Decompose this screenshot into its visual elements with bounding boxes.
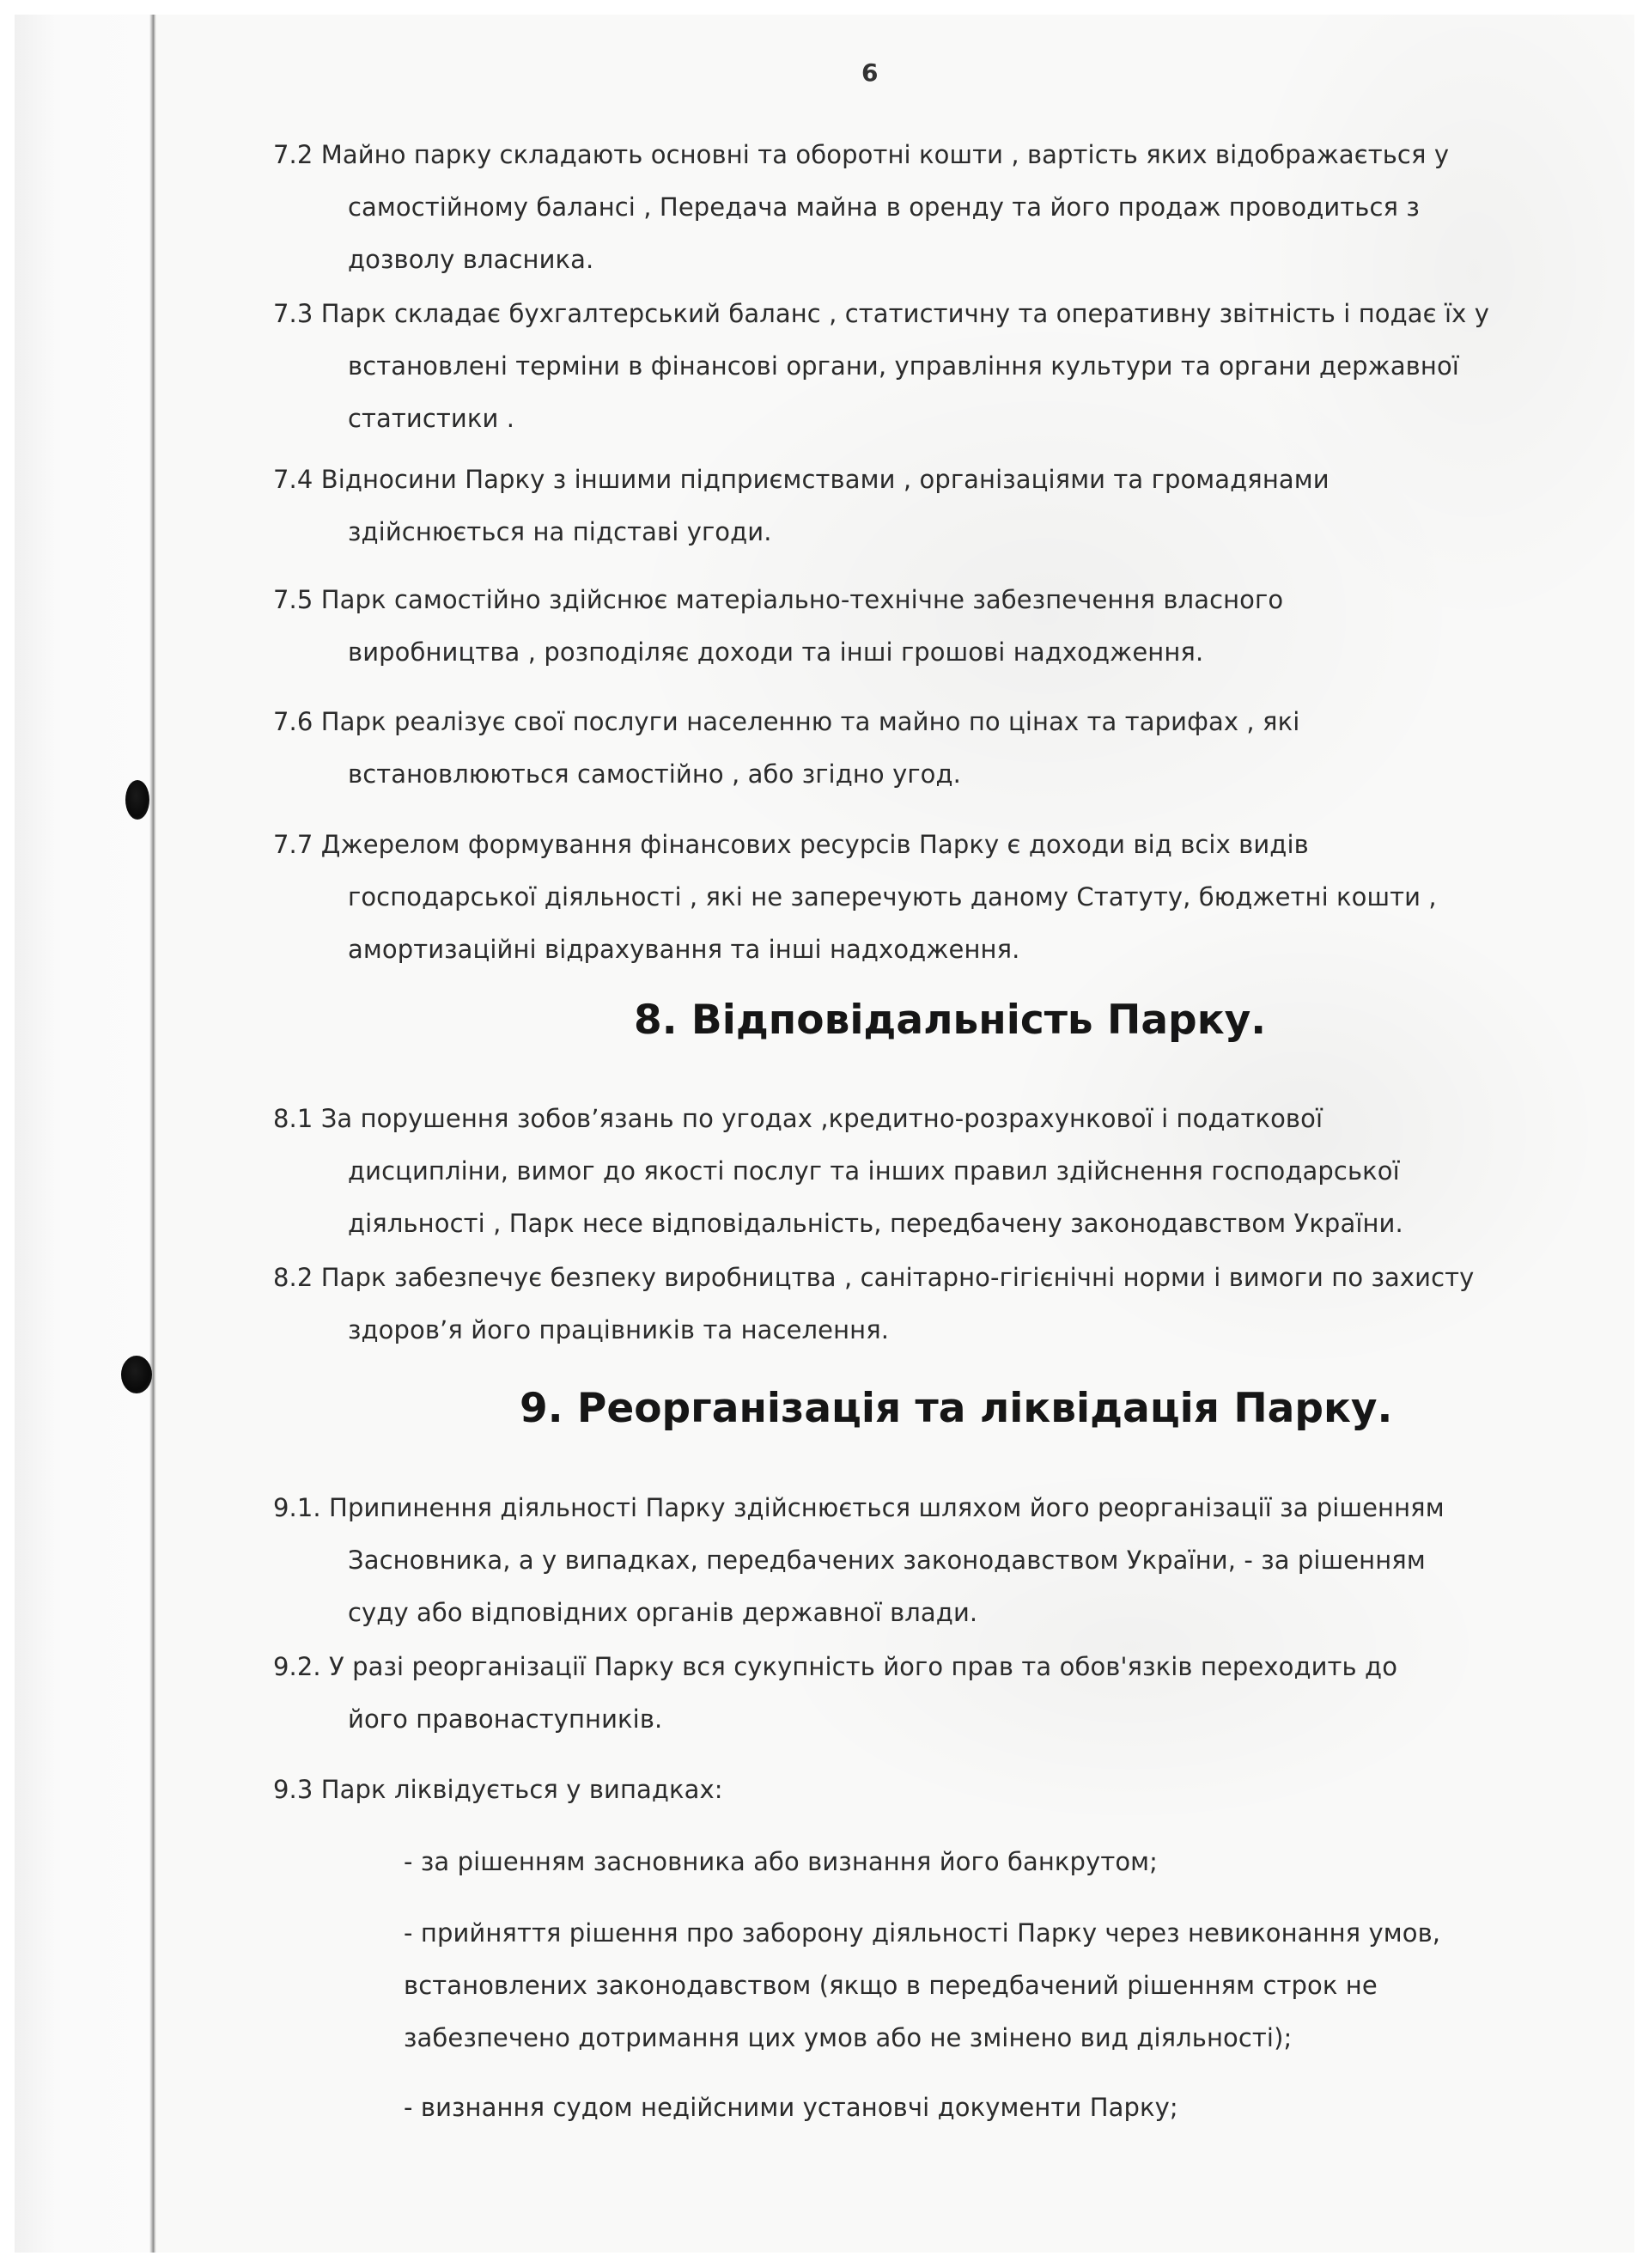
paragraph-7-3: [273, 288, 1489, 445]
paragraph-line: 7.3 Парк складає бухгалтерський баланс , статистичну та оперативну звітність і подає їх у: [273, 299, 1490, 328]
paragraph-7-2: [273, 129, 1449, 286]
paragraph-9-3: [273, 1764, 723, 1816]
paragraph-9-1: [273, 1482, 1445, 1639]
paragraph-line: 9.1. Припинення діяльності Парку здійснюється шляхом його реорганізації за рішенням: [273, 1493, 1445, 1522]
paragraph-8-1: [273, 1093, 1403, 1250]
paragraph-line: 7.2 Майно парку складають основні та оборотні кошти , вартість яких відображається у: [273, 140, 1450, 169]
paragraph-line: встановлюються самостійно , або згідно угод.: [348, 759, 961, 789]
bullet-item: [273, 2082, 1178, 2134]
bullet-line: встановлених законодавством (якщо в передбачений рішенням строк не: [404, 1971, 1378, 2000]
page-number: 6: [861, 58, 879, 87]
paragraph-line: Засновника, а у випадках, передбачених законодавством України, - за рішенням: [348, 1546, 1426, 1575]
bullet-line: - за рішенням засновника або визнання його банкрутом;: [404, 1847, 1159, 1876]
binding-margin: [15, 15, 152, 2253]
paragraph-line: діяльності , Парк несе відповідальність, передбачену законодавством України.: [348, 1209, 1403, 1238]
bullet-item: [273, 1907, 1440, 2064]
paragraph-line: здоров’я його працівників та населення.: [348, 1315, 890, 1344]
paragraph-7-7: [273, 819, 1437, 976]
punch-hole-icon: [125, 780, 149, 820]
bullet-line: - визнання судом недійсними установчі документи Парку;: [404, 2093, 1178, 2122]
paragraph-line: 7.6 Парк реалізує свої послуги населенню та майно по цінах та тарифах , які: [273, 707, 1300, 736]
paragraph-line: виробництва , розподіляє доходи та інші грошові надходження.: [348, 637, 1204, 667]
paragraph-7-6: [273, 696, 1299, 801]
section-heading-8: 8. Відповідальність Парку.: [634, 997, 1267, 1044]
paragraph-line: 8.1 За порушення зобов’язань по угодах ,кредитно-розрахункової і податкової: [273, 1104, 1323, 1133]
paragraph-9-2: [273, 1641, 1397, 1746]
section-heading-9: 9. Реорганізація та ліквідація Парку.: [520, 1385, 1393, 1432]
paragraph-line: його правонаступників.: [348, 1704, 663, 1734]
paragraph-line: 7.4 Відносини Парку з іншими підприємствами , організаціями та громадянами: [273, 465, 1330, 494]
bullet-line: - прийняття рішення про заборону діяльності Парку через невиконання умов,: [404, 1918, 1441, 1948]
paragraph-line: дозволу власника.: [348, 245, 594, 274]
paragraph-7-5: [273, 574, 1283, 679]
paragraph-line: амортизаційні відрахування та інші надходження.: [348, 935, 1020, 964]
paragraph-line: 9.2. У разі реорганізації Парку вся сукупність його прав та обов'язків переходить до: [273, 1652, 1398, 1681]
paragraph-line: 7.5 Парк самостійно здійснює матеріально-технічне забезпечення власного: [273, 585, 1284, 614]
binding-fold-line: [149, 15, 156, 2253]
paragraph-line: дисципліни, вимог до якості послуг та інших правил здійснення господарської: [348, 1156, 1400, 1186]
paragraph-line: здійснюється на підставі угоди.: [348, 517, 772, 546]
paragraph-line: 8.2 Парк забезпечує безпеку виробництва , санітарно-гігієнічні норми і вимоги по захисту: [273, 1263, 1475, 1292]
paragraph-line: господарської діяльності , які не заперечують даному Статуту, бюджетні кошти ,: [348, 882, 1437, 911]
paragraph-8-2: [273, 1252, 1474, 1357]
punch-hole-icon: [121, 1356, 152, 1393]
paragraph-line: суду або відповідних органів державної влади.: [348, 1598, 978, 1627]
paragraph-line: статистики .: [348, 404, 515, 433]
paragraph-line: 7.7 Джерелом формування фінансових ресурсів Парку є доходи від всіх видів: [273, 830, 1309, 859]
paragraph-line: самостійному балансі , Передача майна в оренду та його продаж проводиться з: [348, 192, 1420, 222]
bullet-line: забезпечено дотримання цих умов або не змінено вид діяльності);: [404, 2023, 1293, 2052]
paragraph-7-4: [273, 454, 1330, 558]
bullet-item: [273, 1836, 1158, 1888]
paragraph-line: встановлені терміни в фінансові органи, управління культури та органи державної: [348, 351, 1459, 381]
paragraph-line: 9.3 Парк ліквідується у випадках:: [273, 1775, 723, 1804]
